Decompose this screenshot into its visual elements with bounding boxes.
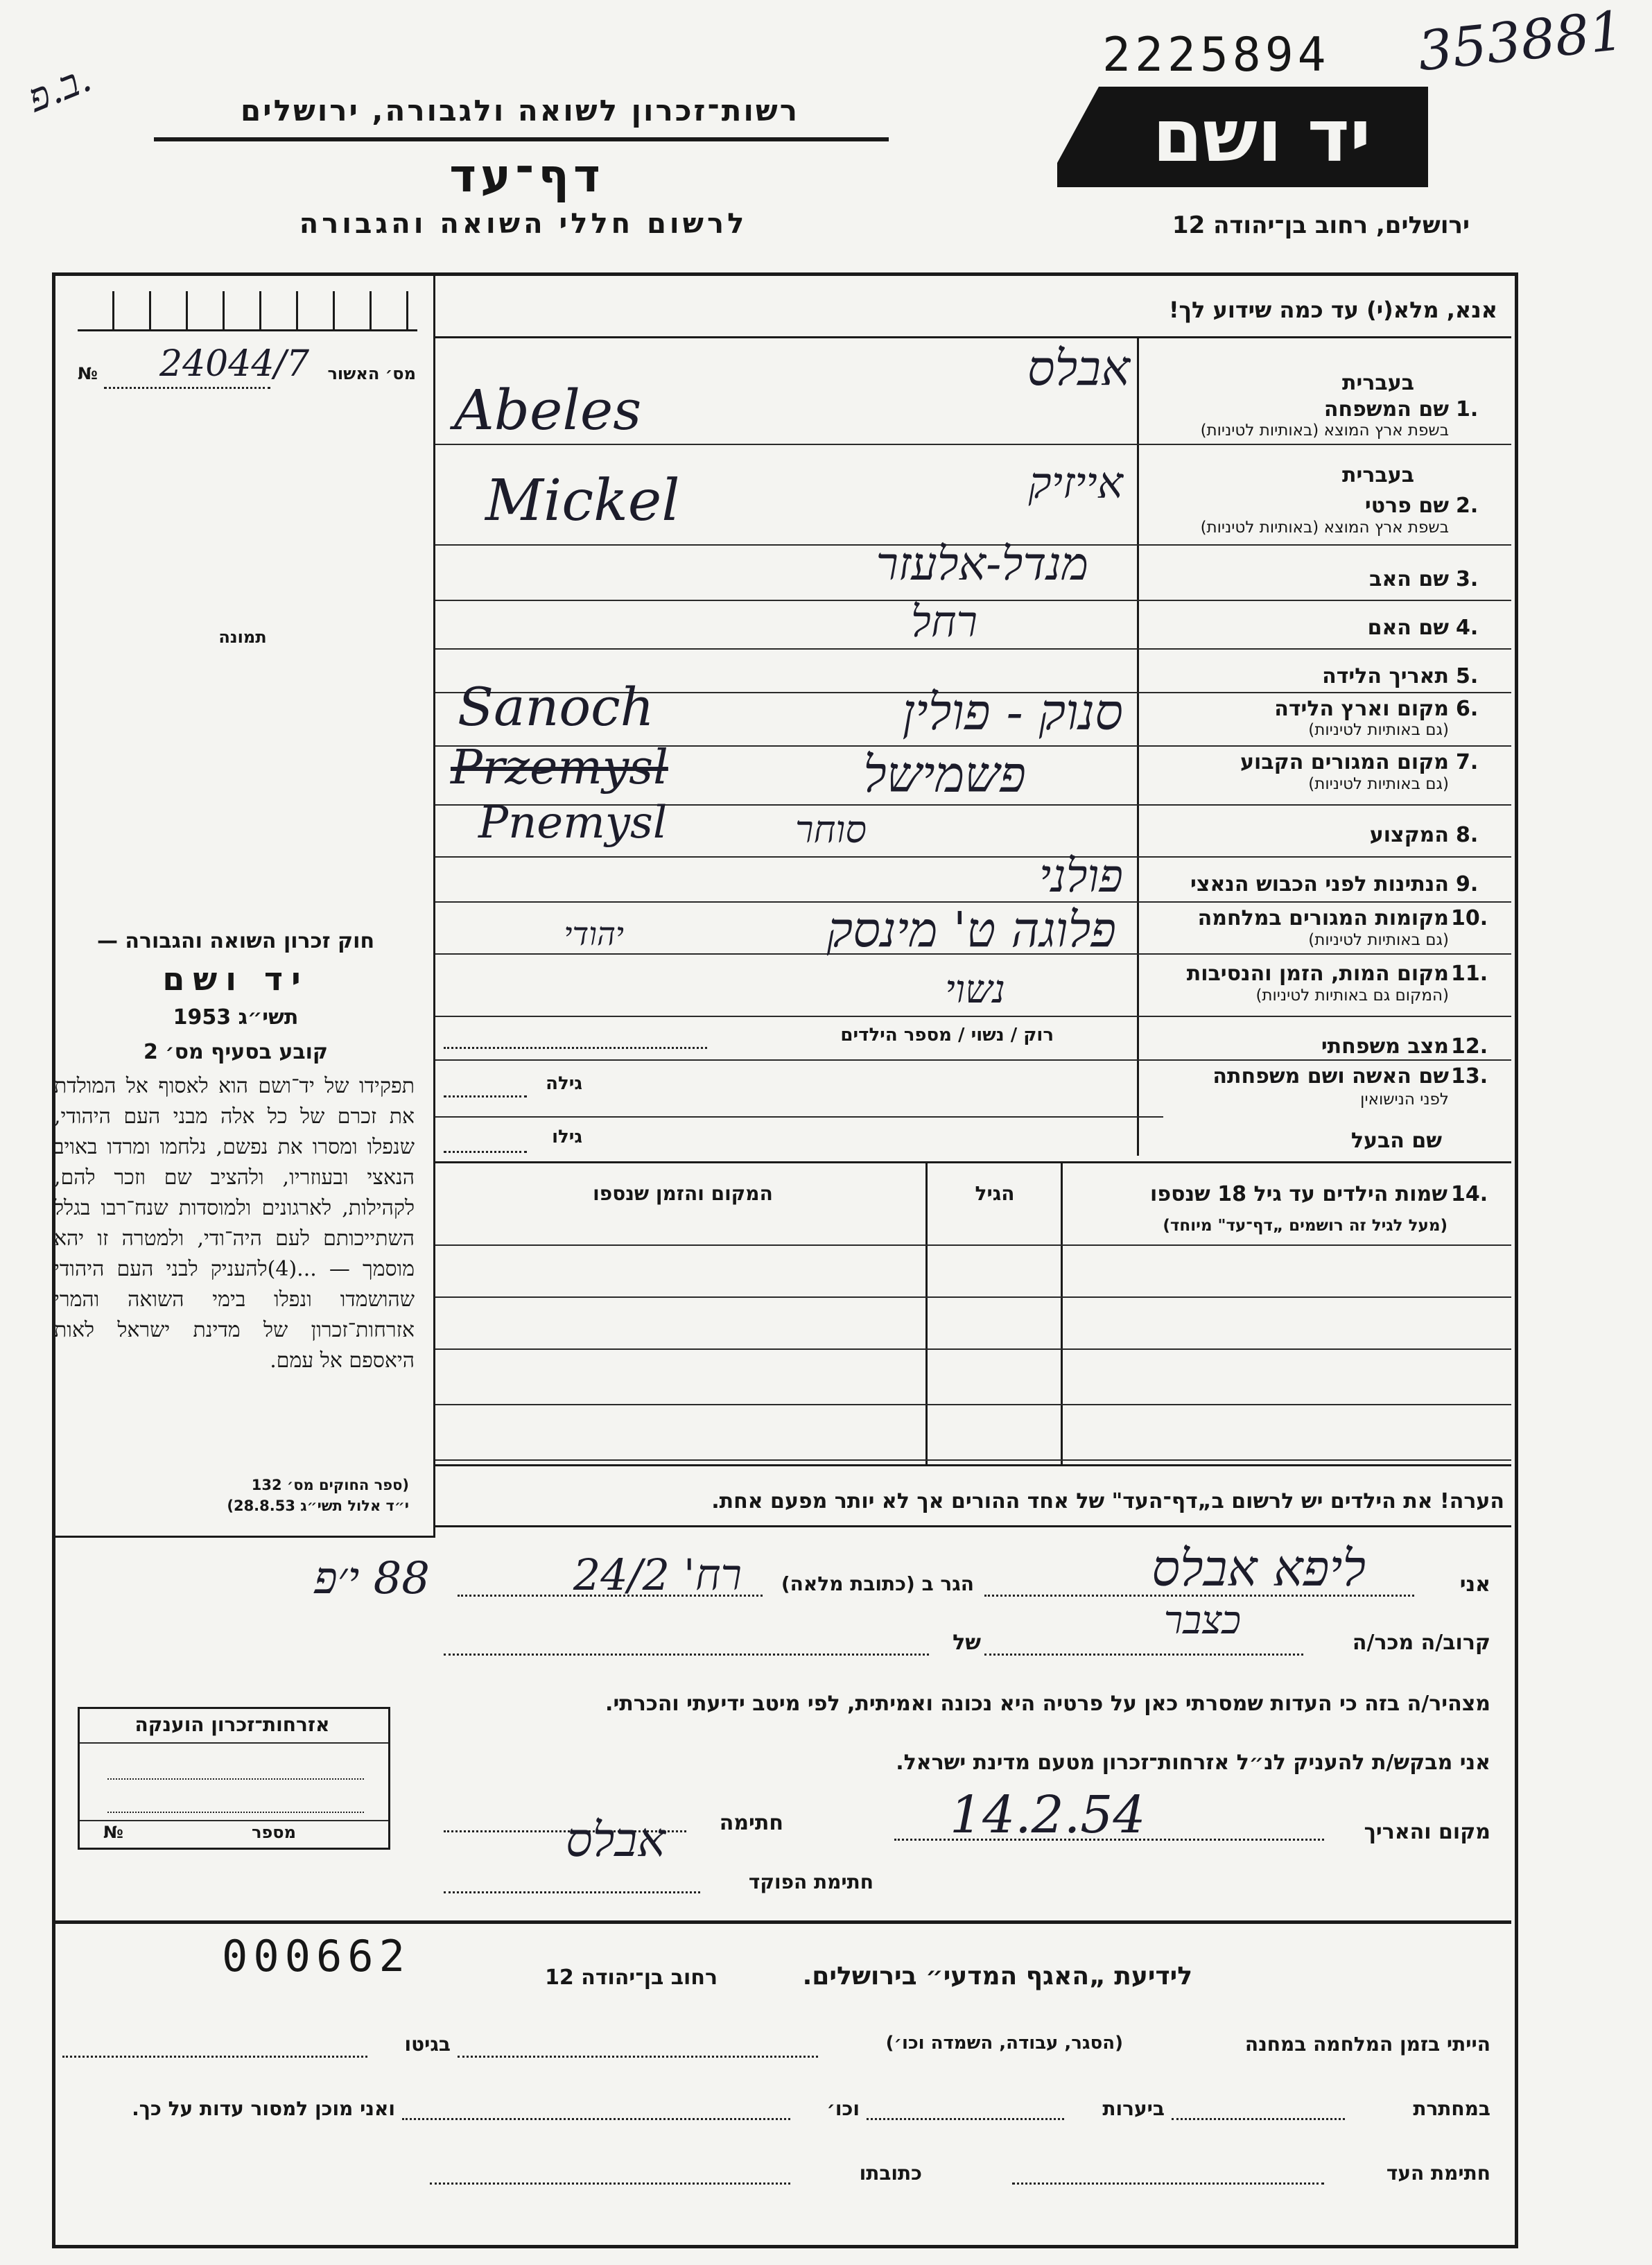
decl-relation-line	[984, 1654, 1303, 1656]
age-label-1: גילה	[546, 1073, 582, 1094]
approval-boxes	[78, 291, 417, 331]
left-column-divider	[433, 274, 435, 1536]
footer-line1-b: (הסגר, עבודה, השמדה וכו׳)	[885, 2033, 1123, 2054]
logo-text: יד ושם	[1152, 94, 1371, 178]
children-row-line	[435, 1459, 1511, 1461]
record-number-handwritten: 353881	[1415, 0, 1627, 84]
field-1-num: 1.	[1456, 397, 1479, 422]
hand-residence-latin-2: Pnemysl	[478, 797, 668, 849]
age-line-2	[444, 1151, 527, 1153]
decl-relative: קרוב/ה מכר/ה	[1352, 1631, 1490, 1655]
decl-statement: מצהיר/ה בזה כי העדות שמסרתי כאן על פרטיה היא נכונה ואמיתית, לפי מיטב ידיעתי והכרתי.	[605, 1692, 1490, 1716]
hand-nationality: פולני	[1038, 849, 1123, 903]
children-title: שמות הילדים עד גיל 18 שנספו	[1150, 1182, 1447, 1206]
children-row-line	[435, 1244, 1511, 1246]
corner-note: ב.פ.	[21, 55, 98, 121]
logo	[1057, 87, 1428, 187]
footer-line2-d: ואני מוכן למסור עדות על כך.	[132, 2097, 395, 2120]
footer-address-line	[430, 2182, 790, 2185]
footer-ghetto-line	[62, 2056, 367, 2058]
note-bottom-line	[435, 1525, 1511, 1527]
field-8-num: 8.	[1456, 823, 1479, 847]
decl-ani: אני	[1459, 1572, 1490, 1597]
hand-decl-date: 14.2.54	[950, 1785, 1146, 1845]
field-12-label: מצב משפחתי	[1321, 1034, 1449, 1059]
decl-officer-line	[444, 1891, 700, 1893]
field-2-sub: בשפת ארץ המוצא (באותיות לטיניות)	[1200, 519, 1449, 537]
field-11-sub: (המקום גם באותיות לטיניות)	[1255, 987, 1449, 1005]
citizenship-number-line	[80, 1820, 388, 1821]
footer-camp-line	[458, 2056, 818, 2058]
label-column-divider	[1137, 338, 1139, 1156]
approval-line	[104, 387, 270, 389]
citizenship-box	[78, 1707, 390, 1850]
hand-firstname-hebrew: אייזיק	[1028, 458, 1123, 508]
field-13-sub: לפני הנישואין	[1360, 1091, 1449, 1109]
decl-signature: חתימה	[719, 1811, 783, 1835]
hand-status: נשוי	[945, 967, 1005, 1012]
footer-top-line	[54, 1920, 1511, 1924]
field-3-num: 3.	[1456, 567, 1479, 591]
footer-line3-a: חתימת העד	[1386, 2162, 1490, 2185]
footer-underground-line	[1172, 2118, 1345, 2120]
form-title: דף־עד	[449, 149, 605, 202]
law-box-bottom	[54, 1536, 435, 1538]
footer-witness-sig-line	[1012, 2182, 1324, 2185]
footer-title: לידיעת „האגף המדעי״ בירושלים.	[802, 1962, 1192, 1990]
hand-decl-sig: אבלס	[565, 1813, 666, 1868]
serial-number: 000662	[222, 1931, 410, 1981]
children-col-age: הגיל	[975, 1182, 1015, 1205]
field-4-label: שם האם	[1367, 616, 1449, 640]
intro-text: אנא, מלא(י) עד כמה שידוע לך!	[1168, 297, 1497, 323]
law-year: תשי״ג 1953	[173, 1005, 299, 1030]
field-6-num: 6.	[1456, 697, 1479, 721]
hand-firstname-latin: Mickel	[485, 468, 680, 534]
field-row-line	[435, 1059, 1511, 1061]
children-col-divider	[1061, 1163, 1063, 1464]
hand-residence-hebrew: פשמישל	[863, 745, 1026, 804]
footer-etc-line	[402, 2118, 790, 2120]
field-7-label: מקום המגורים הקבוע	[1240, 750, 1449, 774]
field-7-num: 7.	[1456, 750, 1479, 774]
hand-decl-name: ליפא אבלס	[1151, 1539, 1366, 1597]
field-10-num: 10.	[1451, 906, 1488, 930]
fields-bottom-line	[435, 1161, 1511, 1163]
decl-officer-sig: חתימת הפוקד	[748, 1871, 873, 1893]
field-13-num: 13.	[1451, 1064, 1488, 1088]
citizenship-line-2	[107, 1812, 364, 1813]
citizenship-no-mark: №	[103, 1823, 123, 1842]
law-footnote-1: (ספר החוקים מס׳ 132	[251, 1477, 409, 1493]
field-1-label: שם המשפחה	[1323, 397, 1449, 422]
hand-surname-latin: Abeles	[454, 378, 642, 442]
children-col-place: המקום והזמן שנספו	[593, 1182, 773, 1205]
header-address: ירושלים, רחוב בן־יהודה 12	[1172, 211, 1470, 239]
field-1-tag: בעברית	[1342, 371, 1414, 395]
decl-resident: הגר ב (כתובת מלאה)	[781, 1572, 974, 1595]
field-13-label: שם האשה ושם משפחתה	[1212, 1064, 1449, 1088]
note-text: הערה! את הילדים יש לרשום ב„דף־העד" של אחד ההורים אך לא יותר מפעם אחת.	[711, 1489, 1504, 1513]
hand-mother: רחל	[910, 596, 977, 647]
hand-death: פלוגה ט' מינסק	[826, 901, 1116, 958]
decl-request: אני מבקש/ת להעניק לנ״ל אזרחות־זכרון מטעם מדינת ישראל.	[896, 1751, 1490, 1775]
decl-of-line	[444, 1654, 929, 1656]
field-10-label: מקומות המגורים במלחמה	[1197, 906, 1449, 930]
hand-margin-note: 88 י׳פ	[314, 1553, 430, 1604]
hand-birthplace-hebrew: סנוק - פולין	[902, 683, 1123, 741]
hand-decl-relation: כצבר	[1163, 1598, 1241, 1643]
children-title-num: 14.	[1451, 1182, 1488, 1206]
hand-father: מנדל-אלעזר	[876, 537, 1088, 591]
family-status-line	[444, 1047, 707, 1049]
footer-address: רחוב בן־יהודה 12	[545, 1965, 718, 1990]
citizenship-title-line	[80, 1742, 388, 1744]
law-title: חוק זכרון השואה והגבורה —	[96, 929, 375, 953]
decl-place-date: מקום והאריך	[1364, 1820, 1490, 1844]
field-row-line	[435, 1116, 1163, 1118]
footer-line2-c: וכו׳	[826, 2097, 860, 2120]
children-row-line	[435, 1348, 1511, 1350]
law-footnote-2: י״ד אלול תשי״ג 28.8.53)	[227, 1498, 409, 1514]
citizenship-line-1	[107, 1778, 364, 1780]
field-2-label: שם פרטי	[1364, 494, 1449, 518]
field-6-sub: (גם באותיות לטיניות)	[1308, 721, 1449, 739]
photo-label: תמונה	[218, 627, 267, 647]
footer-line2-a: במחתרת	[1413, 2097, 1490, 2120]
field-5-label: תאריך הלידה	[1322, 664, 1449, 688]
note-top-line	[435, 1464, 1511, 1466]
children-row-line	[435, 1404, 1511, 1405]
approval-label: מס׳ האשור	[327, 364, 416, 383]
authority-underline	[154, 137, 889, 141]
form-subtitle: לרשום חללי השואה והגבורה	[299, 208, 748, 240]
field-1-sub: בשפת ארץ המוצא (באותיות לטיניות)	[1200, 422, 1449, 440]
field-11-num: 11.	[1451, 962, 1488, 986]
footer-line1-c: בגיטו	[404, 2033, 451, 2056]
field-10-sub: (גם באותיות לטיניות)	[1308, 931, 1449, 949]
age-label-2: גילו	[552, 1127, 582, 1147]
intro-line	[435, 336, 1511, 338]
children-row-line	[435, 1296, 1511, 1298]
law-name: יד ושם	[162, 960, 309, 998]
hand-profession: סוחר	[794, 808, 867, 851]
field-4-num: 4.	[1456, 616, 1479, 640]
field-9-label: הנתינות לפני הכבוש הנאצי	[1190, 872, 1449, 896]
decl-of: של	[953, 1631, 981, 1655]
footer-line3-b: כתובתו	[859, 2162, 922, 2185]
field-11-label: מקום המות, הזמן והנסיבות	[1186, 962, 1449, 986]
hand-surname-hebrew: אבלס	[1027, 340, 1130, 397]
hand-birthplace-latin: Sanoch	[458, 676, 654, 738]
law-text: תפקידו של יד־ושם הוא לאסוף אל המולדת את זכרם של כל אלה מבני העם היהודי, שנפלו ומסרו את נפשם, נלחמו ומרדו באויב הנאצי ובעוזריו, ולהציב שם וזכר להם, לקהילות, לארגונים ולמוסדות שנח־רבו בגלל השתייכותם לעם היה־ודי, ולמטרה זו יהא מוסמך — ...(4)להעניק לבני העם היהודי שהושמדו ונפלו בימי השואה והמרי אזרחות־זכרון של מדינת ישראל לאות היאספם אל עמם.	[54, 1074, 415, 1373]
law-clause: קובע בסעיף מס׳ 2	[143, 1040, 329, 1064]
field-row-line	[435, 1016, 1511, 1017]
field-row-line	[435, 444, 1511, 445]
field-12-num: 12.	[1451, 1034, 1488, 1059]
family-status-options: רוק / נשוי / מספר הילדים	[840, 1025, 1054, 1045]
field-9-num: 9.	[1456, 872, 1479, 896]
footer-line1-a: הייתי בזמן המלחמה במחנה	[1244, 2033, 1490, 2056]
field-6-label: מקום וארץ הלידה	[1274, 697, 1449, 721]
approval-no-mark: №	[78, 364, 98, 383]
field-8-label: המקצוע	[1369, 823, 1449, 847]
children-title-sub: (מעל לגיל זה רושמים „דף־עד" מיוחד)	[1163, 1217, 1447, 1235]
field-3-label: שם האב	[1369, 567, 1449, 591]
children-col-divider	[925, 1163, 928, 1464]
footer-forest-line	[867, 2118, 1064, 2120]
field-5-num: 5.	[1456, 664, 1479, 688]
field-row-line	[435, 648, 1511, 650]
approval-value: 24044/7	[159, 343, 310, 385]
hand-decl-address: רח' 24/2	[573, 1550, 742, 1600]
field-2-tag: בעברית	[1342, 463, 1414, 487]
field-7-sub: (גם באותיות לטיניות)	[1308, 775, 1449, 793]
authority-name: רשות־זכרון לשואה ולגבורה, ירושלים	[240, 94, 800, 128]
field-2-num: 2.	[1456, 494, 1479, 518]
footer-line2-b: ביערות	[1102, 2097, 1165, 2120]
citizenship-number-label: מספר	[252, 1823, 296, 1842]
husband-label: שם הבעל	[1350, 1129, 1442, 1153]
hand-residence-latin: Przemysl	[451, 740, 668, 795]
citizenship-title: אזרחות־זכרון הוענקה	[134, 1713, 330, 1736]
record-number: 2225894	[1102, 28, 1330, 83]
age-line-1	[444, 1095, 527, 1097]
hand-wartime-places: יהודי	[564, 915, 624, 953]
